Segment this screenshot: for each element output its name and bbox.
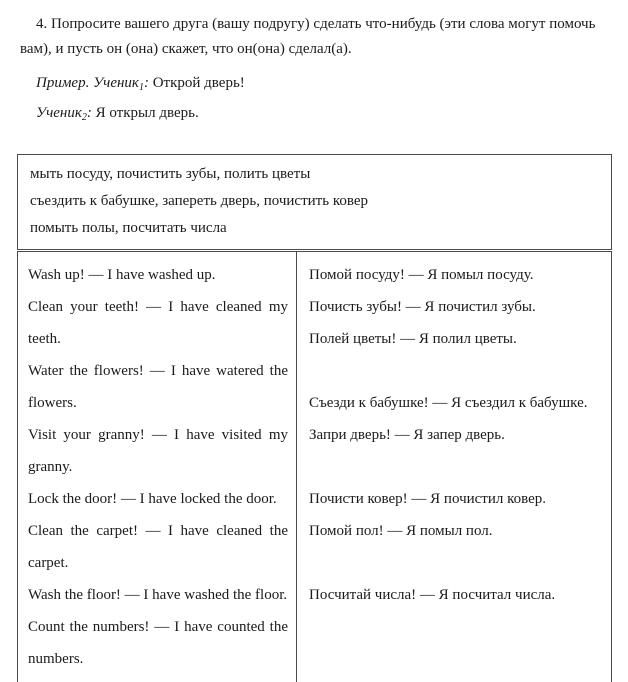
answer-line-right: [309, 547, 603, 579]
example-speaker-1: [93, 75, 149, 91]
example-phrase-2: Я открыл дверь.: [95, 105, 199, 121]
example-line-1: [36, 68, 612, 98]
answer-line-left: granny.: [28, 459, 73, 475]
task-text-line2: вам), и пусть он (она) скажет, что он(она) сделал(а).: [20, 41, 352, 57]
answer-line-right: Почисти ковер! — Я почистил ковер.: [309, 491, 547, 507]
task-text-line1: 4. Попросите вашего друга (вашу подругу) сделать что-нибудь (эти слова могут помочь: [36, 16, 596, 32]
example-block: [36, 68, 612, 128]
answers-right-column: [297, 252, 611, 682]
example-speaker-1-colon: :: [143, 75, 149, 91]
answer-line-right: Помой посуду! — Я помыл посуду.: [309, 267, 534, 283]
example-label: Пример.: [36, 75, 90, 91]
example-speaker-2: [36, 105, 92, 121]
answer-line-left: Wash up! — I have washed up.: [28, 267, 216, 283]
answer-line-right: Посчитай числа! — Я посчитал числа.: [309, 587, 556, 603]
example-speaker-2-name: Ученик: [36, 105, 82, 121]
example-speaker-1-index: 1: [138, 82, 144, 93]
answer-line-right: Почисть зубы! — Я почистил зубы.: [309, 299, 536, 315]
wordbox-line: мыть посуду, почистить зубы, полить цветы: [30, 166, 311, 182]
example-phrase-1: Открой дверь!: [152, 75, 245, 91]
answer-line-left: carpet.: [28, 555, 69, 571]
wordbox-line: съездить к бабушке, запереть дверь, почистить ковер: [30, 193, 368, 209]
answer-line-left: Clean the carpet! — I have cleaned the: [28, 523, 288, 539]
answer-line-right: [309, 355, 603, 387]
example-speaker-2-colon: :: [86, 105, 92, 121]
answer-line-left: Clean your teeth! — I have cleaned my: [28, 299, 288, 315]
answer-line-left: numbers.: [28, 651, 84, 667]
answers-left-column: [18, 252, 297, 682]
example-speaker-1-name: Ученик: [93, 75, 139, 91]
word-box: [17, 154, 612, 250]
answer-line-right: Съезди к бабушке! — Я съездил к бабушке.: [309, 395, 588, 411]
answer-line-left: Visit your granny! — I have visited my: [28, 427, 288, 443]
answer-line-right: Помой пол! — Я помыл пол.: [309, 523, 493, 539]
wordbox-line: помыть полы, посчитать числа: [30, 220, 227, 236]
answer-line-right: Полей цветы! — Я полил цветы.: [309, 331, 517, 347]
answer-line-left: teeth.: [28, 331, 61, 347]
answer-line-right: Запри дверь! — Я запер дверь.: [309, 427, 505, 443]
answers-table: [17, 251, 612, 682]
answer-line-left: flowers.: [28, 395, 77, 411]
answer-line-left: Water the flowers! — I have watered the: [28, 363, 288, 379]
task-paragraph: [20, 12, 610, 62]
example-speaker-2-index: 2: [81, 112, 87, 123]
example-line-2: [36, 98, 612, 128]
answer-line-left: Lock the door! — I have locked the door.: [28, 491, 277, 507]
answer-line-left: Count the numbers! — I have counted the: [28, 619, 288, 635]
answer-line-left: Wash the floor! — I have washed the floor.: [28, 587, 288, 603]
answer-line-right: [309, 451, 603, 483]
